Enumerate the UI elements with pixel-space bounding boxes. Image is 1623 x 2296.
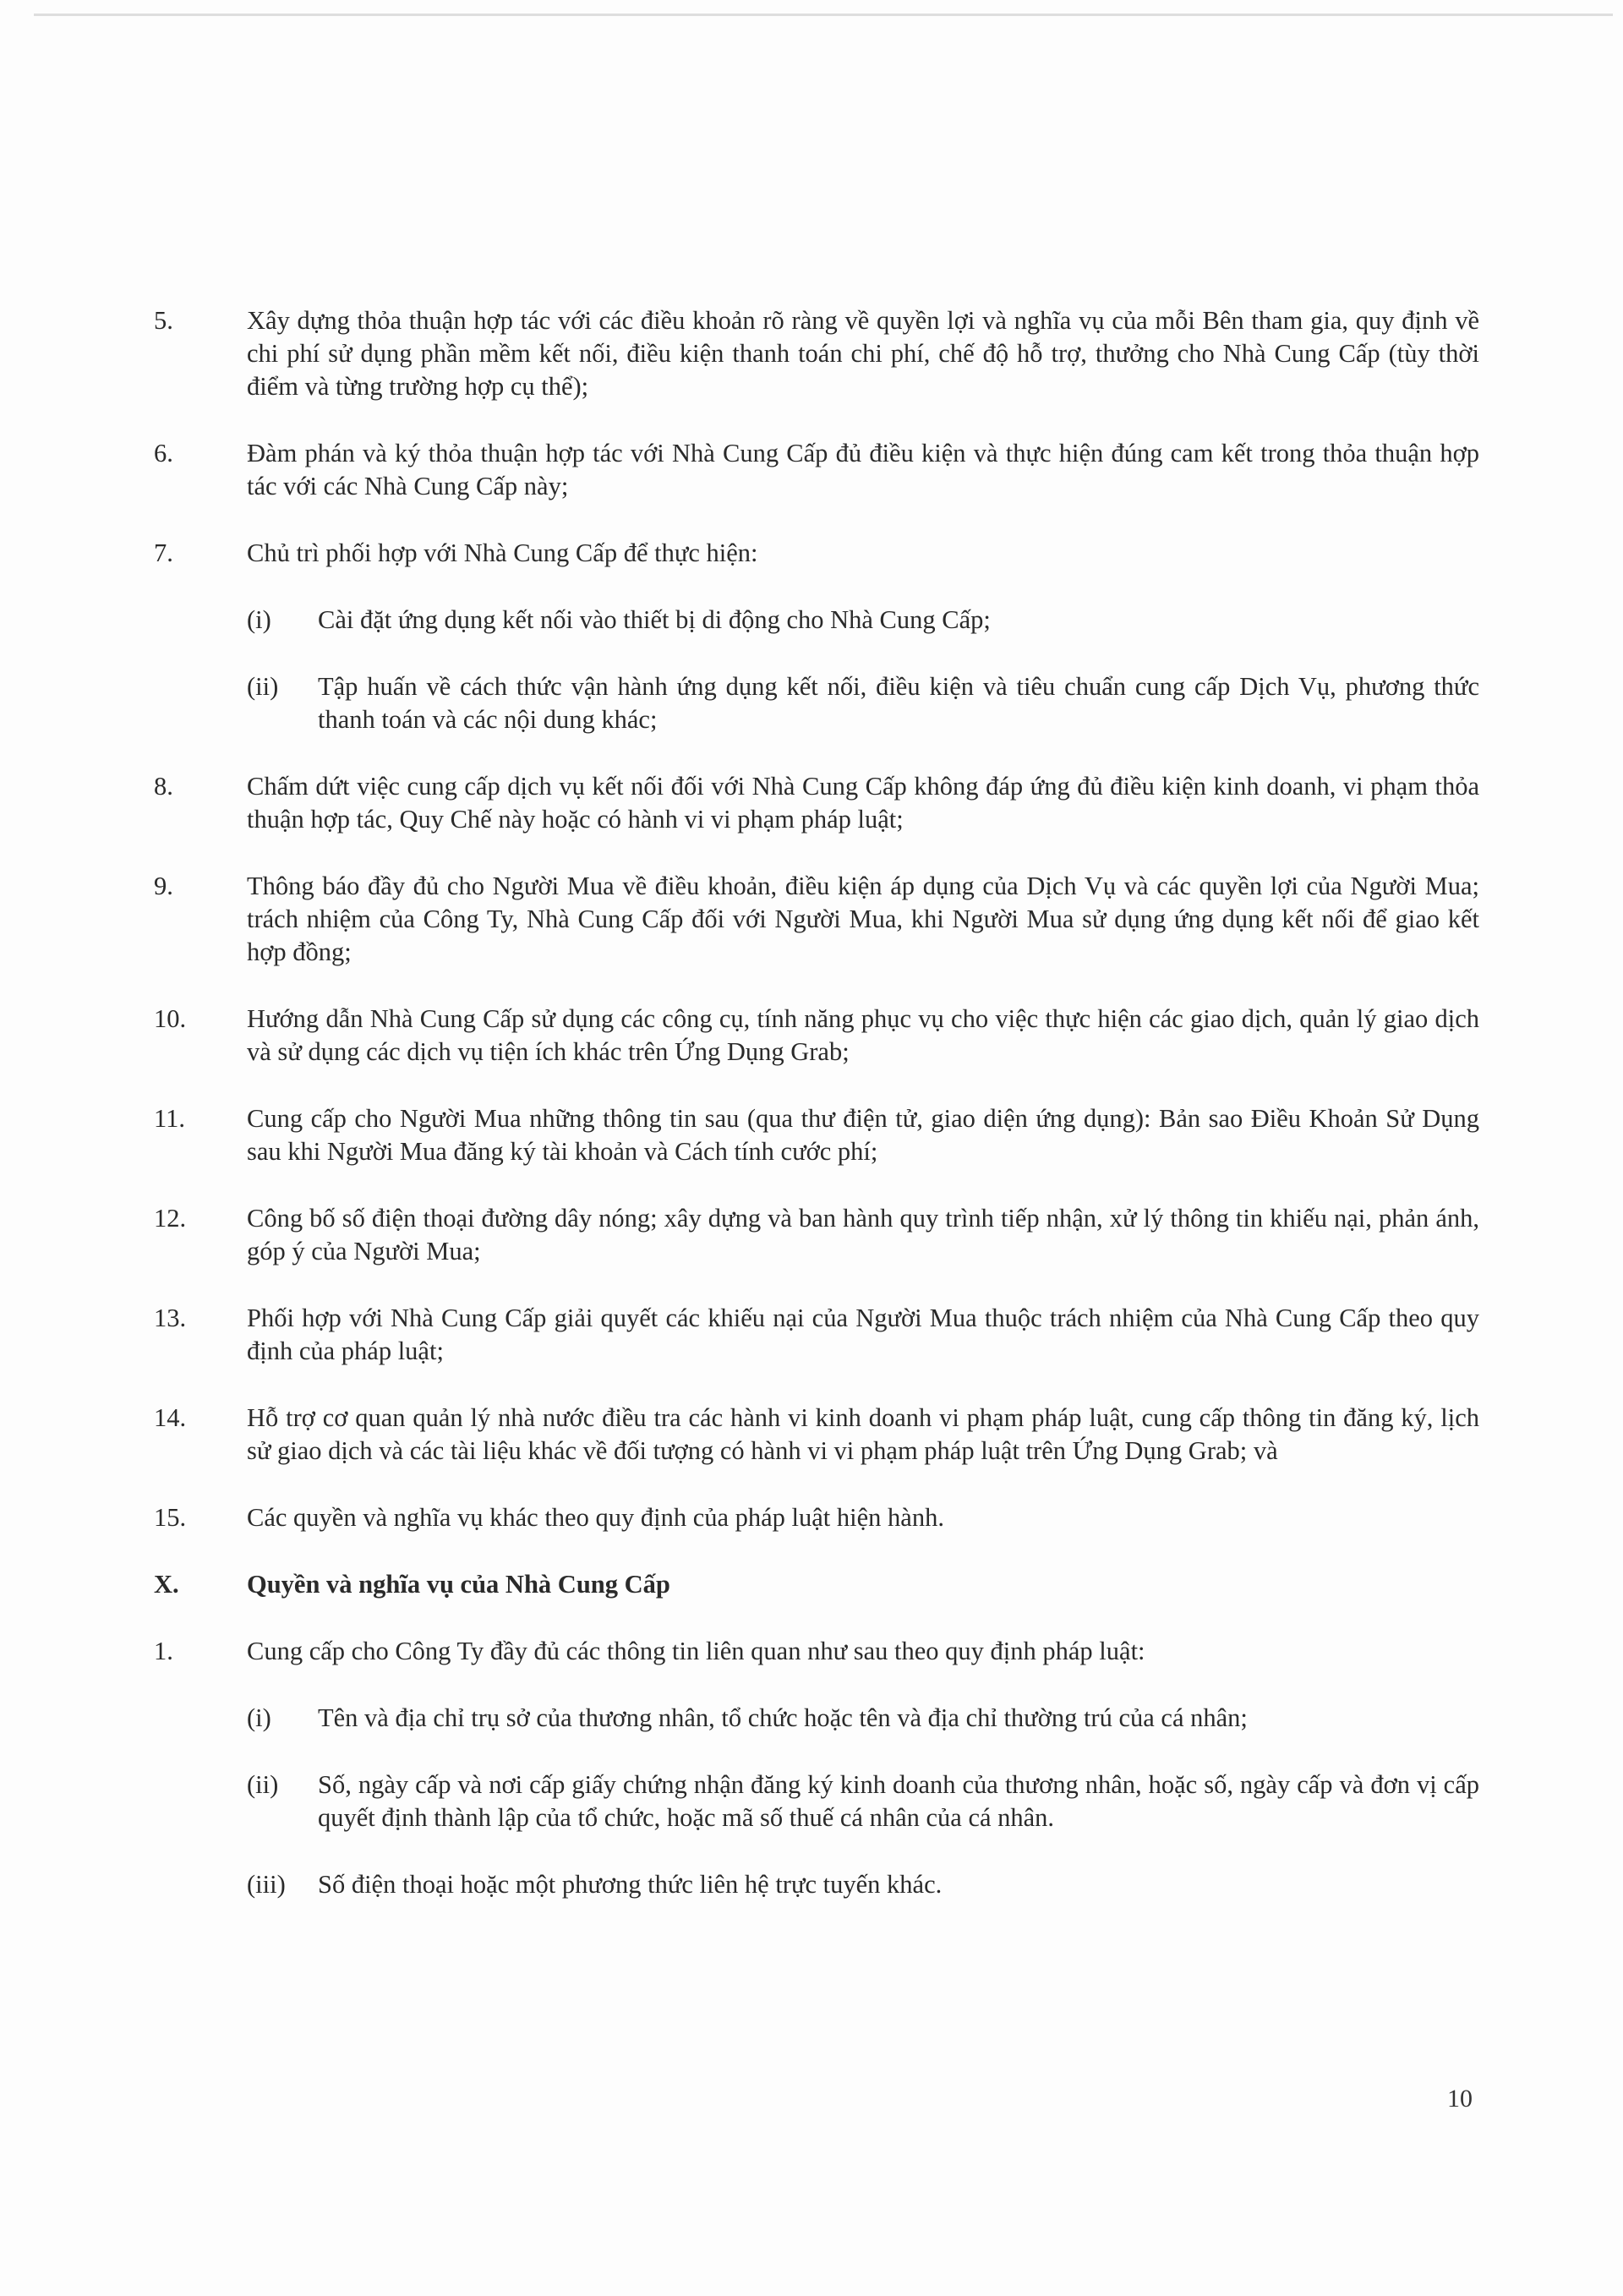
sub-item-text: Cài đặt ứng dụng kết nối vào thiết bị di động cho Nhà Cung Cấp; bbox=[318, 605, 991, 634]
list-item bbox=[154, 1635, 1479, 1668]
scan-edge-rule bbox=[34, 14, 1613, 16]
item-text: Đàm phán và ký thỏa thuận hợp tác với Nhà Cung Cấp đủ điều kiện và thực hiện đúng cam kết trong thỏa thuận hợp tác với các Nhà Cung Cấp này; bbox=[247, 439, 1479, 500]
item-number: 1. bbox=[154, 1637, 173, 1665]
list-item bbox=[154, 304, 1479, 403]
sub-item-text: Số điện thoại hoặc một phương thức liên hệ trực tuyến khác. bbox=[318, 1870, 943, 1899]
item-number: 15. bbox=[154, 1503, 187, 1532]
list-item bbox=[154, 1402, 1479, 1468]
sub-item bbox=[247, 1768, 1479, 1834]
item-text: Chủ trì phối hợp với Nhà Cung Cấp để thực hiện: bbox=[247, 538, 758, 567]
item-number: 10. bbox=[154, 1004, 187, 1033]
item-text: Hướng dẫn Nhà Cung Cấp sử dụng các công cụ, tính năng phục vụ cho việc thực hiện các giao dịch, quản lý giao dịch và sử dụng các dịch vụ tiện ích khác trên Ứng Dụng Grab; bbox=[247, 1004, 1479, 1066]
item-text: Công bố số điện thoại đường dây nóng; xây dựng và ban hành quy trình tiếp nhận, xử lý thông tin khiếu nại, phản ánh, góp ý của Người Mua; bbox=[247, 1204, 1479, 1266]
sub-item-number: (i) bbox=[247, 605, 271, 634]
item-number: 6. bbox=[154, 439, 173, 467]
section-heading bbox=[154, 1568, 1479, 1601]
sub-item-number: (ii) bbox=[247, 1770, 279, 1799]
sub-item-number: (i) bbox=[247, 1703, 271, 1732]
item-text: Chấm dứt việc cung cấp dịch vụ kết nối đối với Nhà Cung Cấp không đáp ứng đủ điều kiện kinh doanh, vi phạm thỏa thuận hợp tác, Quy Chế này hoặc có hành vi vi phạm pháp luật; bbox=[247, 772, 1479, 834]
section-number: X. bbox=[154, 1570, 179, 1599]
sub-item bbox=[247, 670, 1479, 736]
sub-item-text: Tập huấn về cách thức vận hành ứng dụng kết nối, điều kiện và tiêu chuẩn cung cấp Dịch Vụ, phương thức thanh toán và các nội dung khác; bbox=[318, 672, 1479, 734]
item-number: 11. bbox=[154, 1104, 185, 1133]
list-item bbox=[154, 1003, 1479, 1069]
sub-item-text: Số, ngày cấp và nơi cấp giấy chứng nhận đăng ký kinh doanh của thương nhân, hoặc số, ngày cấp và đơn vị cấp quyết định thành lập của tổ chức, hoặc mã số thuế cá nhân của cá nhân. bbox=[318, 1770, 1479, 1832]
section-title: Quyền và nghĩa vụ của Nhà Cung Cấp bbox=[247, 1570, 670, 1599]
item-number: 7. bbox=[154, 538, 173, 567]
item-text: Các quyền và nghĩa vụ khác theo quy định của pháp luật hiện hành. bbox=[247, 1503, 944, 1532]
list-item bbox=[154, 770, 1479, 836]
item-text: Thông báo đầy đủ cho Người Mua về điều khoản, điều kiện áp dụng của Dịch Vụ và các quyền lợi của Người Mua; trách nhiệm của Công Ty, Nhà Cung Cấp đối với Người Mua, khi Người Mua sử dụng ứng dụng kết nối để giao kết hợp đồng; bbox=[247, 872, 1479, 966]
list-item bbox=[154, 437, 1479, 503]
page-number: 10 bbox=[1447, 2085, 1473, 2113]
item-text: Phối hợp với Nhà Cung Cấp giải quyết các khiếu nại của Người Mua thuộc trách nhiệm của Nhà Cung Cấp theo quy định của pháp luật; bbox=[247, 1304, 1479, 1365]
item-number: 14. bbox=[154, 1403, 187, 1432]
item-number: 5. bbox=[154, 306, 173, 335]
list-item bbox=[154, 1102, 1479, 1168]
list-item bbox=[154, 1302, 1479, 1368]
item-number: 8. bbox=[154, 772, 173, 801]
sub-item bbox=[247, 604, 1479, 637]
item-text: Cung cấp cho Công Ty đầy đủ các thông tin liên quan như sau theo quy định pháp luật: bbox=[247, 1637, 1145, 1665]
page-content bbox=[154, 304, 1479, 1935]
sub-item-number: (ii) bbox=[247, 672, 279, 701]
sub-item bbox=[247, 1868, 1479, 1901]
list-item bbox=[154, 870, 1479, 969]
item-number: 9. bbox=[154, 872, 173, 900]
item-number: 13. bbox=[154, 1304, 187, 1332]
item-text: Hỗ trợ cơ quan quản lý nhà nước điều tra các hành vi kinh doanh vi phạm pháp luật, cung cấp thông tin đăng ký, lịch sử giao dịch và các tài liệu khác về đối tượng có hành vi vi phạm pháp luật trên Ứng Dụng Grab; và bbox=[247, 1403, 1479, 1465]
item-text: Xây dựng thỏa thuận hợp tác với các điều khoản rõ ràng về quyền lợi và nghĩa vụ của mỗi Bên tham gia, quy định về chi phí sử dụng phần mềm kết nối, điều kiện thanh toán chi phí, chế độ hỗ trợ, thưởng cho Nhà Cung Cấp (tùy thời điểm và từng trường hợp cụ thể); bbox=[247, 306, 1479, 401]
list-item bbox=[154, 537, 1479, 570]
sub-item-number: (iii) bbox=[247, 1870, 286, 1899]
item-text: Cung cấp cho Người Mua những thông tin sau (qua thư điện tử, giao diện ứng dụng): Bản sao Điều Khoản Sử Dụng sau khi Người Mua đăng ký tài khoản và Cách tính cước phí; bbox=[247, 1104, 1479, 1166]
item-number: 12. bbox=[154, 1204, 187, 1233]
sub-item-text: Tên và địa chỉ trụ sở của thương nhân, tổ chức hoặc tên và địa chỉ thường trú của cá nhân; bbox=[318, 1703, 1248, 1732]
list-item bbox=[154, 1501, 1479, 1534]
list-item bbox=[154, 1202, 1479, 1268]
sub-item bbox=[247, 1702, 1479, 1735]
